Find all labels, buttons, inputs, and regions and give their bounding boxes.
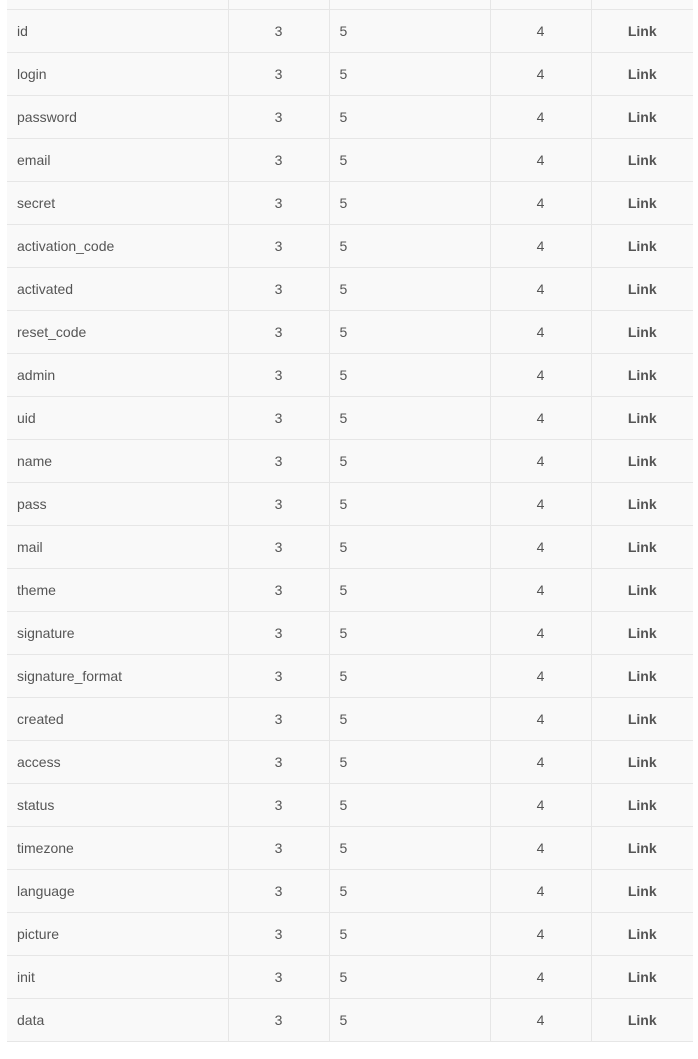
field-name-cell: uid bbox=[7, 397, 228, 440]
value-cell-1: 3 bbox=[228, 827, 329, 870]
field-name-cell: init bbox=[7, 956, 228, 999]
field-name-cell: reset_code bbox=[7, 311, 228, 354]
table-row bbox=[7, 870, 693, 913]
value-cell-2: 5 bbox=[329, 913, 490, 956]
table-row bbox=[7, 96, 693, 139]
value-cell-1: 3 bbox=[228, 526, 329, 569]
value-cell-2: 5 bbox=[329, 10, 490, 53]
field-name-cell: name bbox=[7, 440, 228, 483]
link-cell bbox=[591, 139, 693, 182]
value-cell-1: 3 bbox=[228, 397, 329, 440]
link-cell bbox=[591, 956, 693, 999]
value-cell-1: 3 bbox=[228, 440, 329, 483]
row-link[interactable]: Link bbox=[627, 625, 657, 641]
value-cell-1: 3 bbox=[228, 225, 329, 268]
value-cell-1: 3 bbox=[228, 612, 329, 655]
row-link[interactable]: Link bbox=[627, 926, 657, 942]
field-name-cell: activation_code bbox=[7, 225, 228, 268]
field-name-cell: password bbox=[7, 96, 228, 139]
value-cell-3: 4 bbox=[490, 354, 591, 397]
row-link[interactable]: Link bbox=[627, 453, 657, 469]
link-cell bbox=[591, 10, 693, 53]
row-link[interactable]: Link bbox=[627, 23, 657, 39]
row-link[interactable]: Link bbox=[627, 66, 657, 82]
value-cell-1: 3 bbox=[228, 784, 329, 827]
table-row bbox=[7, 569, 693, 612]
row-link[interactable]: Link bbox=[627, 410, 657, 426]
value-cell-2: 5 bbox=[329, 655, 490, 698]
link-cell bbox=[591, 483, 693, 526]
value-cell-3: 4 bbox=[490, 440, 591, 483]
field-name-cell: signature bbox=[7, 612, 228, 655]
value-cell-3: 4 bbox=[490, 311, 591, 354]
link-cell bbox=[591, 698, 693, 741]
table-row bbox=[7, 182, 693, 225]
value-cell-3: 4 bbox=[490, 569, 591, 612]
value-cell-3: 4 bbox=[490, 96, 591, 139]
value-cell-2: 5 bbox=[329, 53, 490, 96]
table-row bbox=[7, 956, 693, 999]
value-cell-1: 3 bbox=[228, 182, 329, 225]
row-link[interactable]: Link bbox=[627, 969, 657, 985]
link-cell bbox=[591, 999, 693, 1042]
field-name-cell: timezone bbox=[7, 827, 228, 870]
field-name-cell: theme bbox=[7, 569, 228, 612]
fields-table-container bbox=[7, 0, 693, 1042]
value-cell-2: 5 bbox=[329, 827, 490, 870]
row-link[interactable]: Link bbox=[627, 324, 657, 340]
row-link[interactable]: Link bbox=[627, 754, 657, 770]
row-link[interactable]: Link bbox=[627, 1012, 657, 1028]
table-row bbox=[7, 784, 693, 827]
table-row bbox=[7, 225, 693, 268]
value-cell-3: 4 bbox=[490, 53, 591, 96]
row-link[interactable]: Link bbox=[627, 281, 657, 297]
table-row bbox=[7, 827, 693, 870]
row-link[interactable]: Link bbox=[627, 152, 657, 168]
row-link[interactable]: Link bbox=[627, 883, 657, 899]
fields-table bbox=[7, 0, 693, 1042]
field-name-cell: created bbox=[7, 698, 228, 741]
link-cell bbox=[591, 569, 693, 612]
table-row bbox=[7, 354, 693, 397]
field-name-cell: login bbox=[7, 53, 228, 96]
table-row bbox=[7, 655, 693, 698]
field-name-cell: id bbox=[7, 10, 228, 53]
link-cell bbox=[591, 741, 693, 784]
fields-table-body bbox=[7, 0, 693, 1042]
row-link[interactable]: Link bbox=[627, 109, 657, 125]
value-cell-1: 3 bbox=[228, 53, 329, 96]
link-cell bbox=[591, 526, 693, 569]
value-cell-2: 5 bbox=[329, 569, 490, 612]
field-name-cell: language bbox=[7, 870, 228, 913]
field-name-cell: data bbox=[7, 999, 228, 1042]
row-link[interactable]: Link bbox=[627, 668, 657, 684]
value-cell-1: 3 bbox=[228, 10, 329, 53]
value-cell-2: 5 bbox=[329, 397, 490, 440]
value-cell-3: 4 bbox=[490, 225, 591, 268]
link-cell bbox=[591, 827, 693, 870]
field-name-cell: status bbox=[7, 784, 228, 827]
row-link[interactable]: Link bbox=[627, 238, 657, 254]
value-cell-2: 5 bbox=[329, 354, 490, 397]
value-cell-2: 5 bbox=[329, 311, 490, 354]
row-link[interactable]: Link bbox=[627, 582, 657, 598]
field-name-cell: email bbox=[7, 139, 228, 182]
table-row bbox=[7, 268, 693, 311]
field-name-cell: mail bbox=[7, 526, 228, 569]
table-row bbox=[7, 526, 693, 569]
value-cell-1: 3 bbox=[228, 139, 329, 182]
row-link[interactable]: Link bbox=[627, 711, 657, 727]
value-cell-3: 4 bbox=[490, 139, 591, 182]
value-cell-3: 4 bbox=[490, 483, 591, 526]
table-row bbox=[7, 53, 693, 96]
row-link[interactable]: Link bbox=[627, 840, 657, 856]
value-cell-3: 4 bbox=[490, 870, 591, 913]
value-cell-1: 3 bbox=[228, 655, 329, 698]
value-cell-1: 3 bbox=[228, 913, 329, 956]
value-cell-2: 5 bbox=[329, 526, 490, 569]
value-cell-2: 5 bbox=[329, 96, 490, 139]
link-cell bbox=[591, 655, 693, 698]
value-cell-1: 3 bbox=[228, 999, 329, 1042]
link-cell bbox=[591, 225, 693, 268]
field-name-cell: signature_format bbox=[7, 655, 228, 698]
value-cell-3: 4 bbox=[490, 741, 591, 784]
value-cell-1: 3 bbox=[228, 870, 329, 913]
field-name-cell: access bbox=[7, 741, 228, 784]
field-name-cell: pass bbox=[7, 483, 228, 526]
table-row bbox=[7, 311, 693, 354]
value-cell-1: 3 bbox=[228, 354, 329, 397]
table-row bbox=[7, 483, 693, 526]
value-cell-2: 5 bbox=[329, 956, 490, 999]
value-cell-3: 4 bbox=[490, 612, 591, 655]
table-row bbox=[7, 440, 693, 483]
table-row bbox=[7, 10, 693, 53]
value-cell-1: 3 bbox=[228, 96, 329, 139]
value-cell-3: 4 bbox=[490, 655, 591, 698]
row-link[interactable]: Link bbox=[627, 367, 657, 383]
link-cell bbox=[591, 440, 693, 483]
link-cell bbox=[591, 784, 693, 827]
value-cell-2: 5 bbox=[329, 225, 490, 268]
value-cell-2: 5 bbox=[329, 440, 490, 483]
value-cell-3: 4 bbox=[490, 827, 591, 870]
table-row bbox=[7, 397, 693, 440]
table-row bbox=[7, 139, 693, 182]
link-cell bbox=[591, 354, 693, 397]
value-cell-2: 5 bbox=[329, 698, 490, 741]
value-cell-1: 3 bbox=[228, 569, 329, 612]
row-link[interactable]: Link bbox=[627, 496, 657, 512]
row-link[interactable]: Link bbox=[627, 539, 657, 555]
row-link[interactable]: Link bbox=[627, 797, 657, 813]
table-row bbox=[7, 913, 693, 956]
value-cell-3: 4 bbox=[490, 999, 591, 1042]
link-cell bbox=[591, 913, 693, 956]
value-cell-2: 5 bbox=[329, 182, 490, 225]
value-cell-2: 5 bbox=[329, 741, 490, 784]
value-cell-3: 4 bbox=[490, 10, 591, 53]
value-cell-3: 4 bbox=[490, 784, 591, 827]
link-cell bbox=[591, 870, 693, 913]
value-cell-3: 4 bbox=[490, 268, 591, 311]
value-cell-1: 3 bbox=[228, 698, 329, 741]
table-row bbox=[7, 999, 693, 1042]
link-cell bbox=[591, 53, 693, 96]
value-cell-3: 4 bbox=[490, 956, 591, 999]
field-name-cell: activated bbox=[7, 268, 228, 311]
link-cell bbox=[591, 268, 693, 311]
table-row bbox=[7, 741, 693, 784]
value-cell-3: 4 bbox=[490, 913, 591, 956]
field-name-cell: secret bbox=[7, 182, 228, 225]
value-cell-2: 5 bbox=[329, 139, 490, 182]
table-row bbox=[7, 612, 693, 655]
table-row bbox=[7, 698, 693, 741]
link-cell bbox=[591, 397, 693, 440]
link-cell bbox=[591, 612, 693, 655]
value-cell-1: 3 bbox=[228, 956, 329, 999]
value-cell-2: 5 bbox=[329, 483, 490, 526]
value-cell-3: 4 bbox=[490, 698, 591, 741]
value-cell-1: 3 bbox=[228, 741, 329, 784]
value-cell-3: 4 bbox=[490, 526, 591, 569]
value-cell-1: 3 bbox=[228, 268, 329, 311]
link-cell bbox=[591, 182, 693, 225]
value-cell-2: 5 bbox=[329, 784, 490, 827]
link-cell bbox=[591, 96, 693, 139]
value-cell-2: 5 bbox=[329, 870, 490, 913]
value-cell-3: 4 bbox=[490, 397, 591, 440]
field-name-cell: picture bbox=[7, 913, 228, 956]
table-top-edge bbox=[7, 0, 693, 10]
field-name-cell: admin bbox=[7, 354, 228, 397]
value-cell-2: 5 bbox=[329, 268, 490, 311]
value-cell-1: 3 bbox=[228, 483, 329, 526]
value-cell-2: 5 bbox=[329, 999, 490, 1042]
row-link[interactable]: Link bbox=[627, 195, 657, 211]
value-cell-3: 4 bbox=[490, 182, 591, 225]
value-cell-1: 3 bbox=[228, 311, 329, 354]
link-cell bbox=[591, 311, 693, 354]
value-cell-2: 5 bbox=[329, 612, 490, 655]
